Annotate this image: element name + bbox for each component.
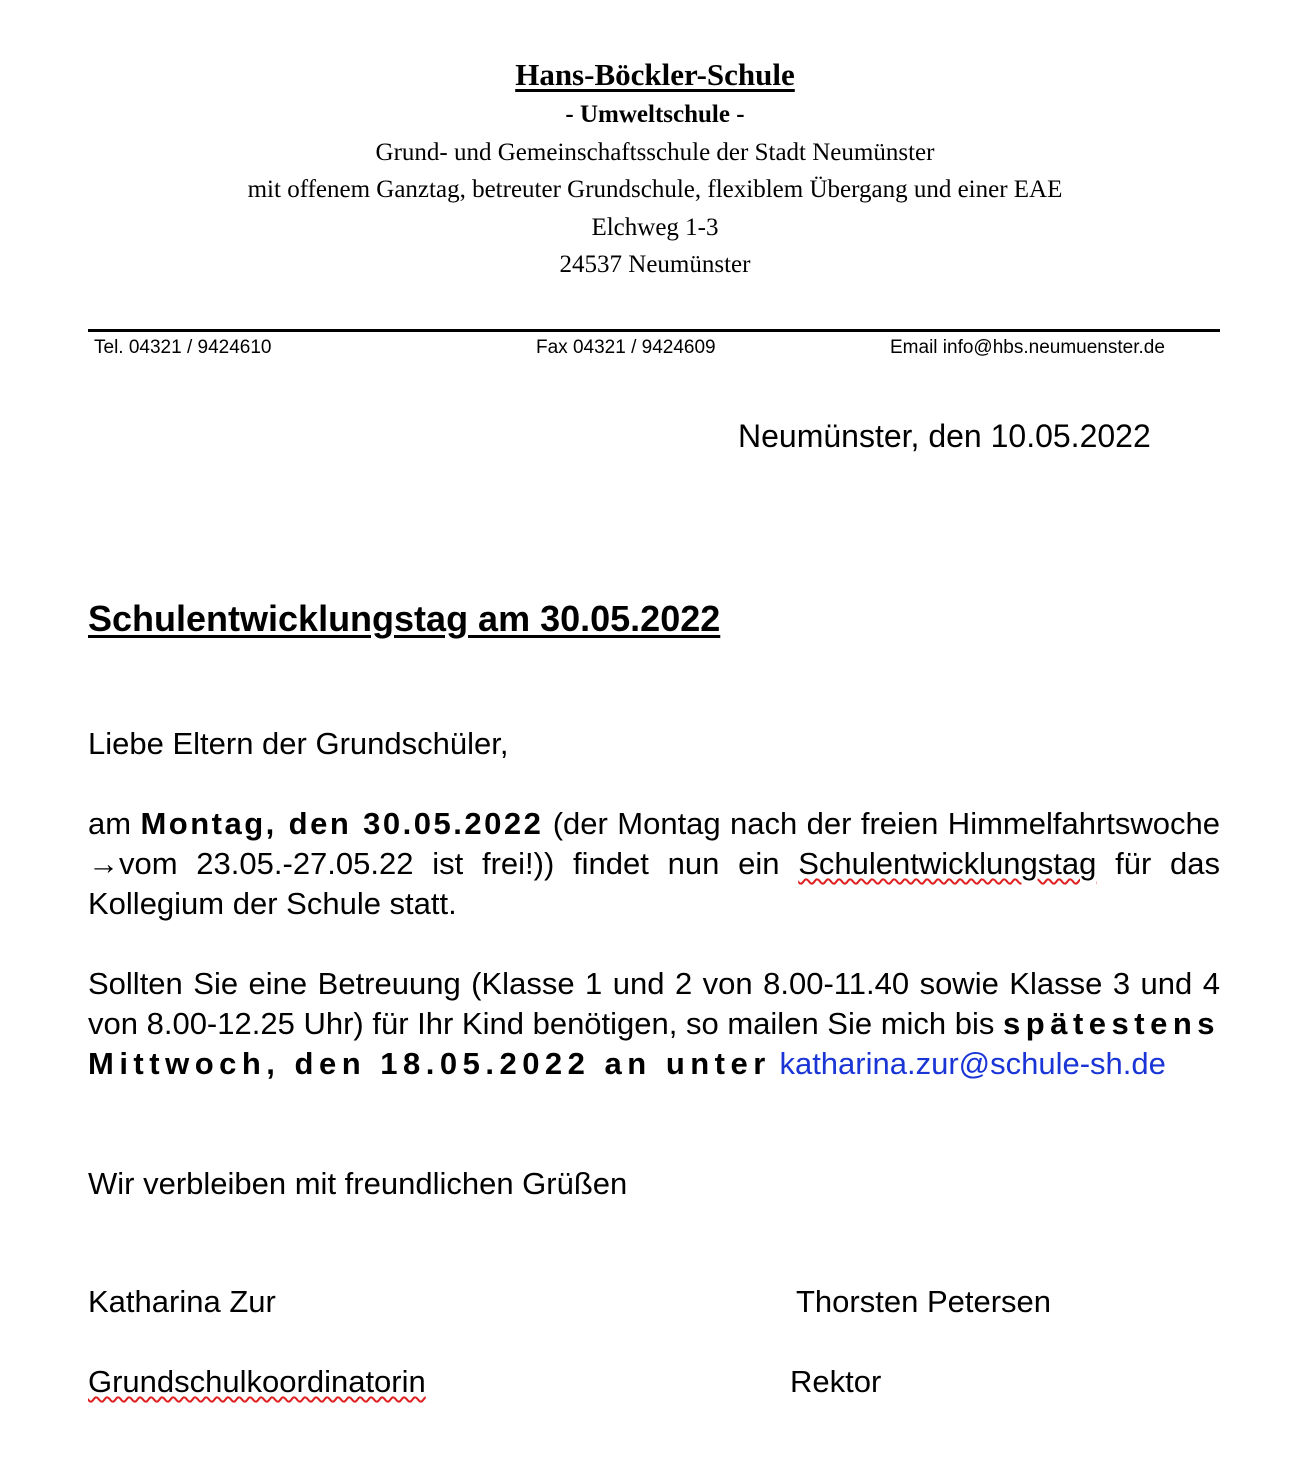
- signature-name-right: Thorsten Petersen: [796, 1284, 1052, 1319]
- signature-role-left: [88, 1364, 426, 1400]
- school-city: 24537 Neumünster: [559, 251, 751, 278]
- school-features-line: mit offenem Ganztag, betreuter Grundschule, flexiblem Übergang und einer EAE: [247, 176, 1063, 203]
- letter-heading: Schulentwicklungstag am 30.05.2022: [88, 598, 721, 639]
- school-street: Elchweg 1-3: [591, 214, 719, 241]
- para1-prefix: am: [88, 806, 141, 841]
- para2-deadline: spätestens Mittwoch, den 18.05.2022 an unter: [88, 1006, 1220, 1081]
- contact-email: Email info@hbs.neumuenster.de: [890, 337, 1165, 358]
- school-type-line: Grund- und Gemeinschaftsschule der Stadt Neumünster: [375, 139, 935, 166]
- letterhead-divider: [88, 329, 1220, 332]
- signature-role-left-text: Grundschulkoordinatorin: [88, 1364, 426, 1399]
- contact-tel: Tel. 04321 / 9424610: [94, 337, 272, 358]
- paragraph-care-request: [88, 964, 1220, 1084]
- arrow-icon: →: [88, 846, 119, 881]
- contact-fax: Fax 04321 / 9424609: [536, 337, 716, 358]
- salutation: Liebe Eltern der Grundschüler,: [88, 726, 509, 761]
- para1-middle: (der Montag nach der freien Himmelfahrtswoche: [543, 806, 1220, 841]
- school-name: [0, 57, 1310, 93]
- school-name-text: Hans-Böckler-Schule: [515, 57, 795, 92]
- email-link[interactable]: katharina.zur@schule-sh.de: [779, 1046, 1166, 1081]
- para1-after-arrow: vom 23.05.-27.05.22 ist frei!)) findet nun ein: [119, 846, 799, 881]
- para1-bold-date: Montag, den 30.05.2022: [140, 806, 544, 841]
- date-line: Neumünster, den 10.05.2022: [738, 418, 1151, 454]
- closing-line: Wir verbleiben mit freundlichen Grüßen: [88, 1166, 628, 1201]
- para2-text: Sollten Sie eine Betreuung (Klasse 1 und 2 von 8.00-11.40 sowie Klasse 3 und 4 von 8.00-12.25 Uhr) für Ihr Kind benötigen, so mailen Sie mich bis: [88, 966, 1220, 1041]
- signature-name-left: Katharina Zur: [88, 1284, 276, 1319]
- school-subtitle: - Umweltschule -: [565, 101, 745, 128]
- signature-role-right: Rektor: [790, 1364, 882, 1399]
- para1-suffix: für das Kollegium der Schule statt.: [88, 846, 1220, 921]
- para1-term: Schulentwicklungstag: [798, 846, 1097, 881]
- paragraph-announcement: [88, 804, 1220, 924]
